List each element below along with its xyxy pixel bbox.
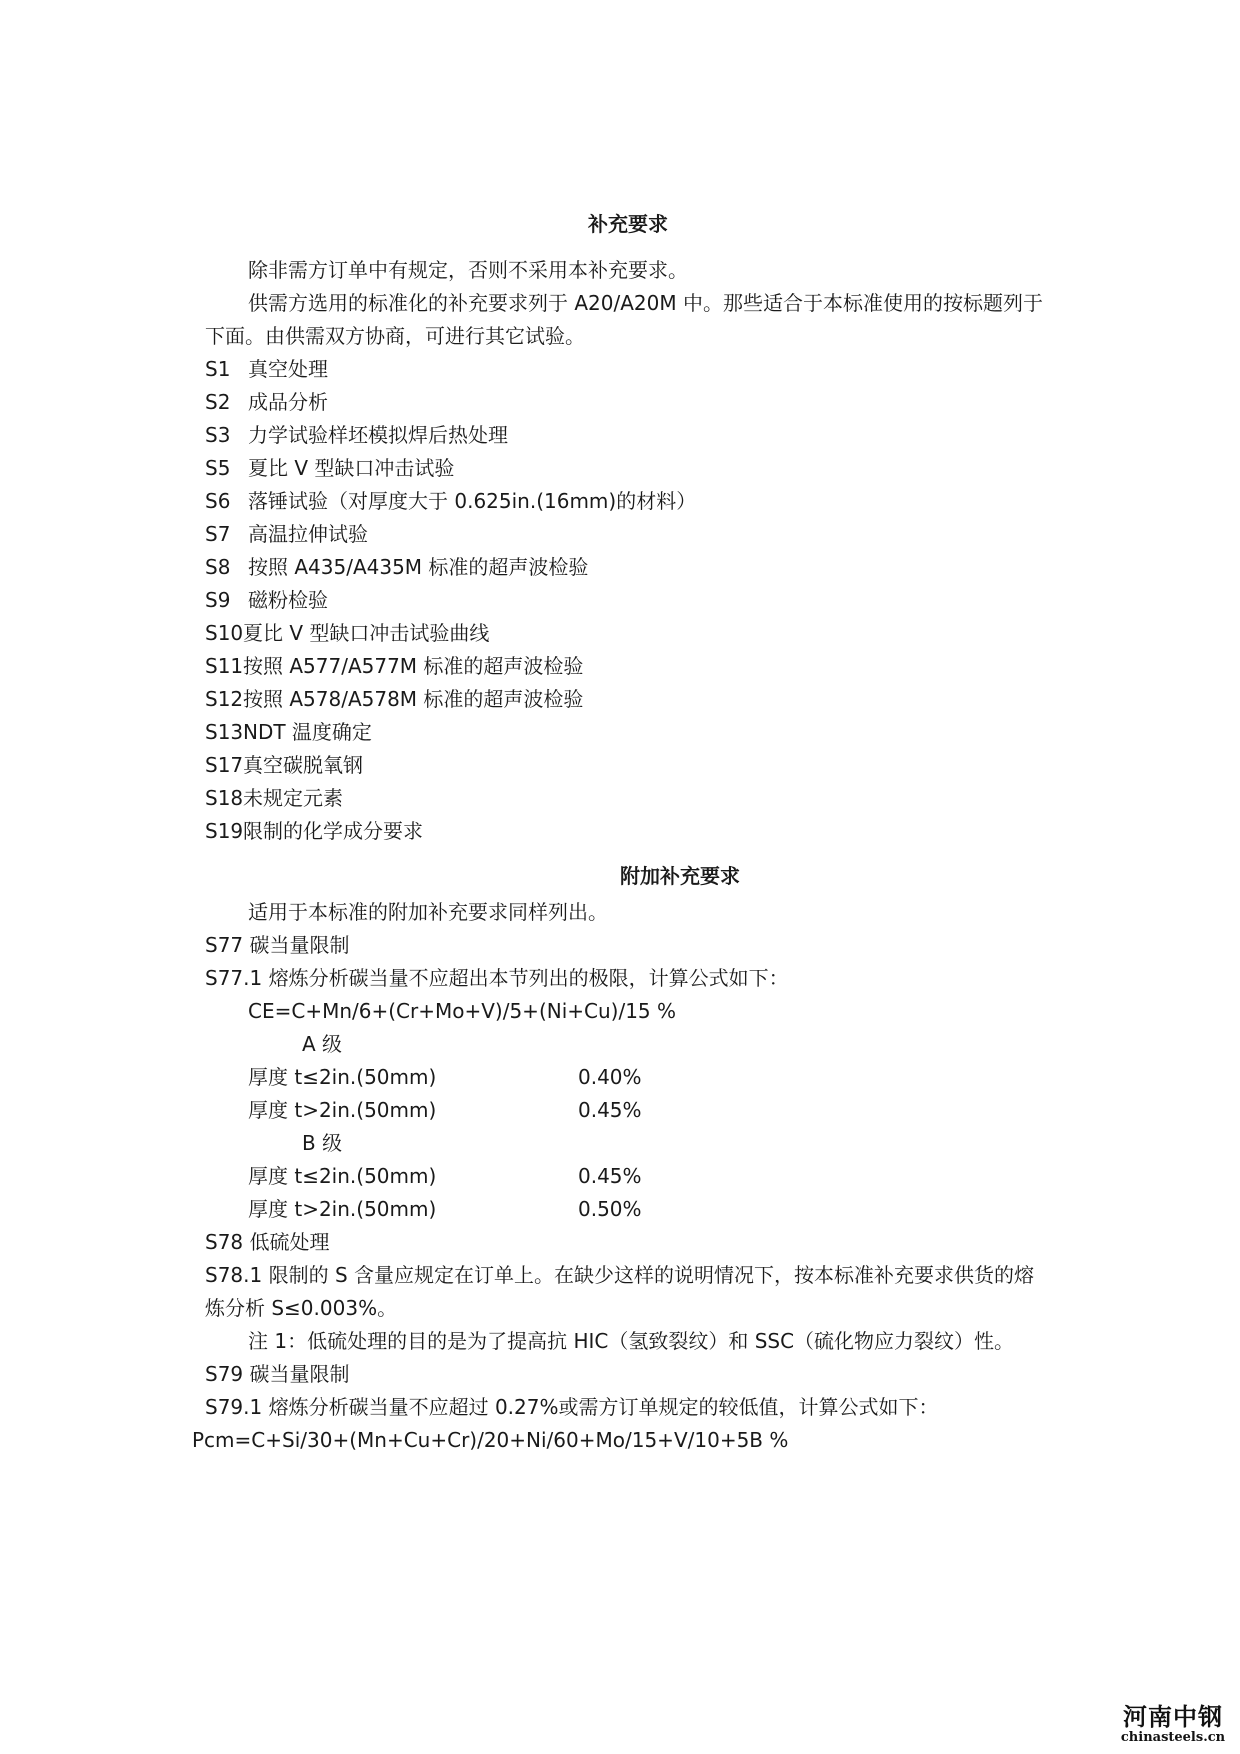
list-item-code: S8 — [205, 555, 231, 579]
s79-title: S79 碳当量限制 — [205, 1362, 350, 1386]
grade-a-row-value: 0.45% — [578, 1098, 642, 1122]
s78-1-clause: S78.1 限制的 S 含量应规定在订单上。在缺少这样的说明情况下，按本标准补充要求供货的熔 — [205, 1263, 1034, 1287]
s78-1-clause: 炼分析 S≤0.003%。 — [205, 1296, 398, 1320]
ce-formula: CE=C+Mn/6+(Cr+Mo+V)/5+(Ni+Cu)/15 % — [248, 999, 677, 1023]
list-item-code: S6 — [205, 489, 231, 513]
grade-b-row-label: 厚度 t>2in.(50mm) — [248, 1197, 437, 1221]
list-item-text: 真空碳脱氧钢 — [243, 753, 363, 777]
list-item-text: 成品分析 — [248, 390, 328, 414]
list-item-text: 磁粉检验 — [248, 588, 328, 612]
grade-b-row-value: 0.50% — [578, 1197, 642, 1221]
list-item-code: S7 — [205, 522, 231, 546]
list-item-code: S3 — [205, 423, 231, 447]
grade-b-row-value: 0.45% — [578, 1164, 642, 1188]
grade-a-label: A 级 — [302, 1032, 343, 1056]
list-item-code: S5 — [205, 456, 231, 480]
list-item-code: S13 — [205, 720, 244, 744]
grade-b-row-label: 厚度 t≤2in.(50mm) — [248, 1164, 437, 1188]
list-item-text: 限制的化学成分要求 — [243, 819, 423, 843]
list-item-text: 落锤试验（对厚度大于 0.625in.(16mm)的材料） — [248, 489, 697, 513]
paragraph-line: 供需方选用的标准化的补充要求列于 A20/A20M 中。那些适合于本标准使用的按标题列于 — [248, 291, 1043, 315]
watermark-domain: chinasteels.cn — [1120, 1730, 1226, 1745]
list-item-text: NDT 温度确定 — [243, 720, 372, 744]
s79-1-clause: S79.1 熔炼分析碳当量不应超过 0.27%或需方订单规定的较低值，计算公式如下： — [205, 1395, 939, 1419]
list-item-text: 未规定元素 — [243, 786, 343, 810]
section-title-additional: 附加补充要求 — [620, 864, 740, 888]
list-item-code: S9 — [205, 588, 231, 612]
pcm-formula: Pcm=C+Si/30+(Mn+Cu+Cr)/20+Ni/60+Mo/15+V/10+5B % — [192, 1428, 789, 1452]
grade-a-row-label: 厚度 t>2in.(50mm) — [248, 1098, 437, 1122]
intro-paragraph: 适用于本标准的附加补充要求同样列出。 — [248, 900, 608, 924]
list-item-code: S17 — [205, 753, 244, 777]
grade-a-row-label: 厚度 t≤2in.(50mm) — [248, 1065, 437, 1089]
section-title-supplementary: 补充要求 — [588, 212, 668, 236]
list-item-code: S12 — [205, 687, 244, 711]
list-item-code: S19 — [205, 819, 244, 843]
list-item-text: 按照 A577/A577M 标准的超声波检验 — [243, 654, 584, 678]
list-item-text: 夏比 V 型缺口冲击试验 — [248, 456, 455, 480]
list-item-code: S10 — [205, 621, 244, 645]
site-watermark-logo — [1112, 1704, 1234, 1746]
list-item-text: 高温拉伸试验 — [248, 522, 368, 546]
list-item-code: S11 — [205, 654, 244, 678]
list-item-text: 真空处理 — [248, 357, 328, 381]
list-item-code: S2 — [205, 390, 231, 414]
s77-1-clause: S77.1 熔炼分析碳当量不应超出本节列出的极限，计算公式如下： — [205, 966, 789, 990]
intro-paragraph: 除非需方订单中有规定，否则不采用本补充要求。 — [248, 258, 688, 282]
watermark-chinese: 河南中钢 — [1123, 1702, 1223, 1731]
list-item-text: 力学试验样坯模拟焊后热处理 — [248, 423, 508, 447]
list-item-text: 夏比 V 型缺口冲击试验曲线 — [243, 621, 490, 645]
list-item-text: 按照 A435/A435M 标准的超声波检验 — [248, 555, 589, 579]
list-item-code: S18 — [205, 786, 244, 810]
note-1: 注 1：低硫处理的目的是为了提高抗 HIC（氢致裂纹）和 SSC（硫化物应力裂纹）性。 — [248, 1329, 1015, 1353]
s77-title: S77 碳当量限制 — [205, 933, 350, 957]
list-item-code: S1 — [205, 357, 231, 381]
grade-b-label: B 级 — [302, 1131, 343, 1155]
s78-title: S78 低硫处理 — [205, 1230, 330, 1254]
grade-a-row-value: 0.40% — [578, 1065, 642, 1089]
paragraph-line: 下面。由供需双方协商，可进行其它试验。 — [205, 324, 585, 348]
list-item-text: 按照 A578/A578M 标准的超声波检验 — [243, 687, 584, 711]
